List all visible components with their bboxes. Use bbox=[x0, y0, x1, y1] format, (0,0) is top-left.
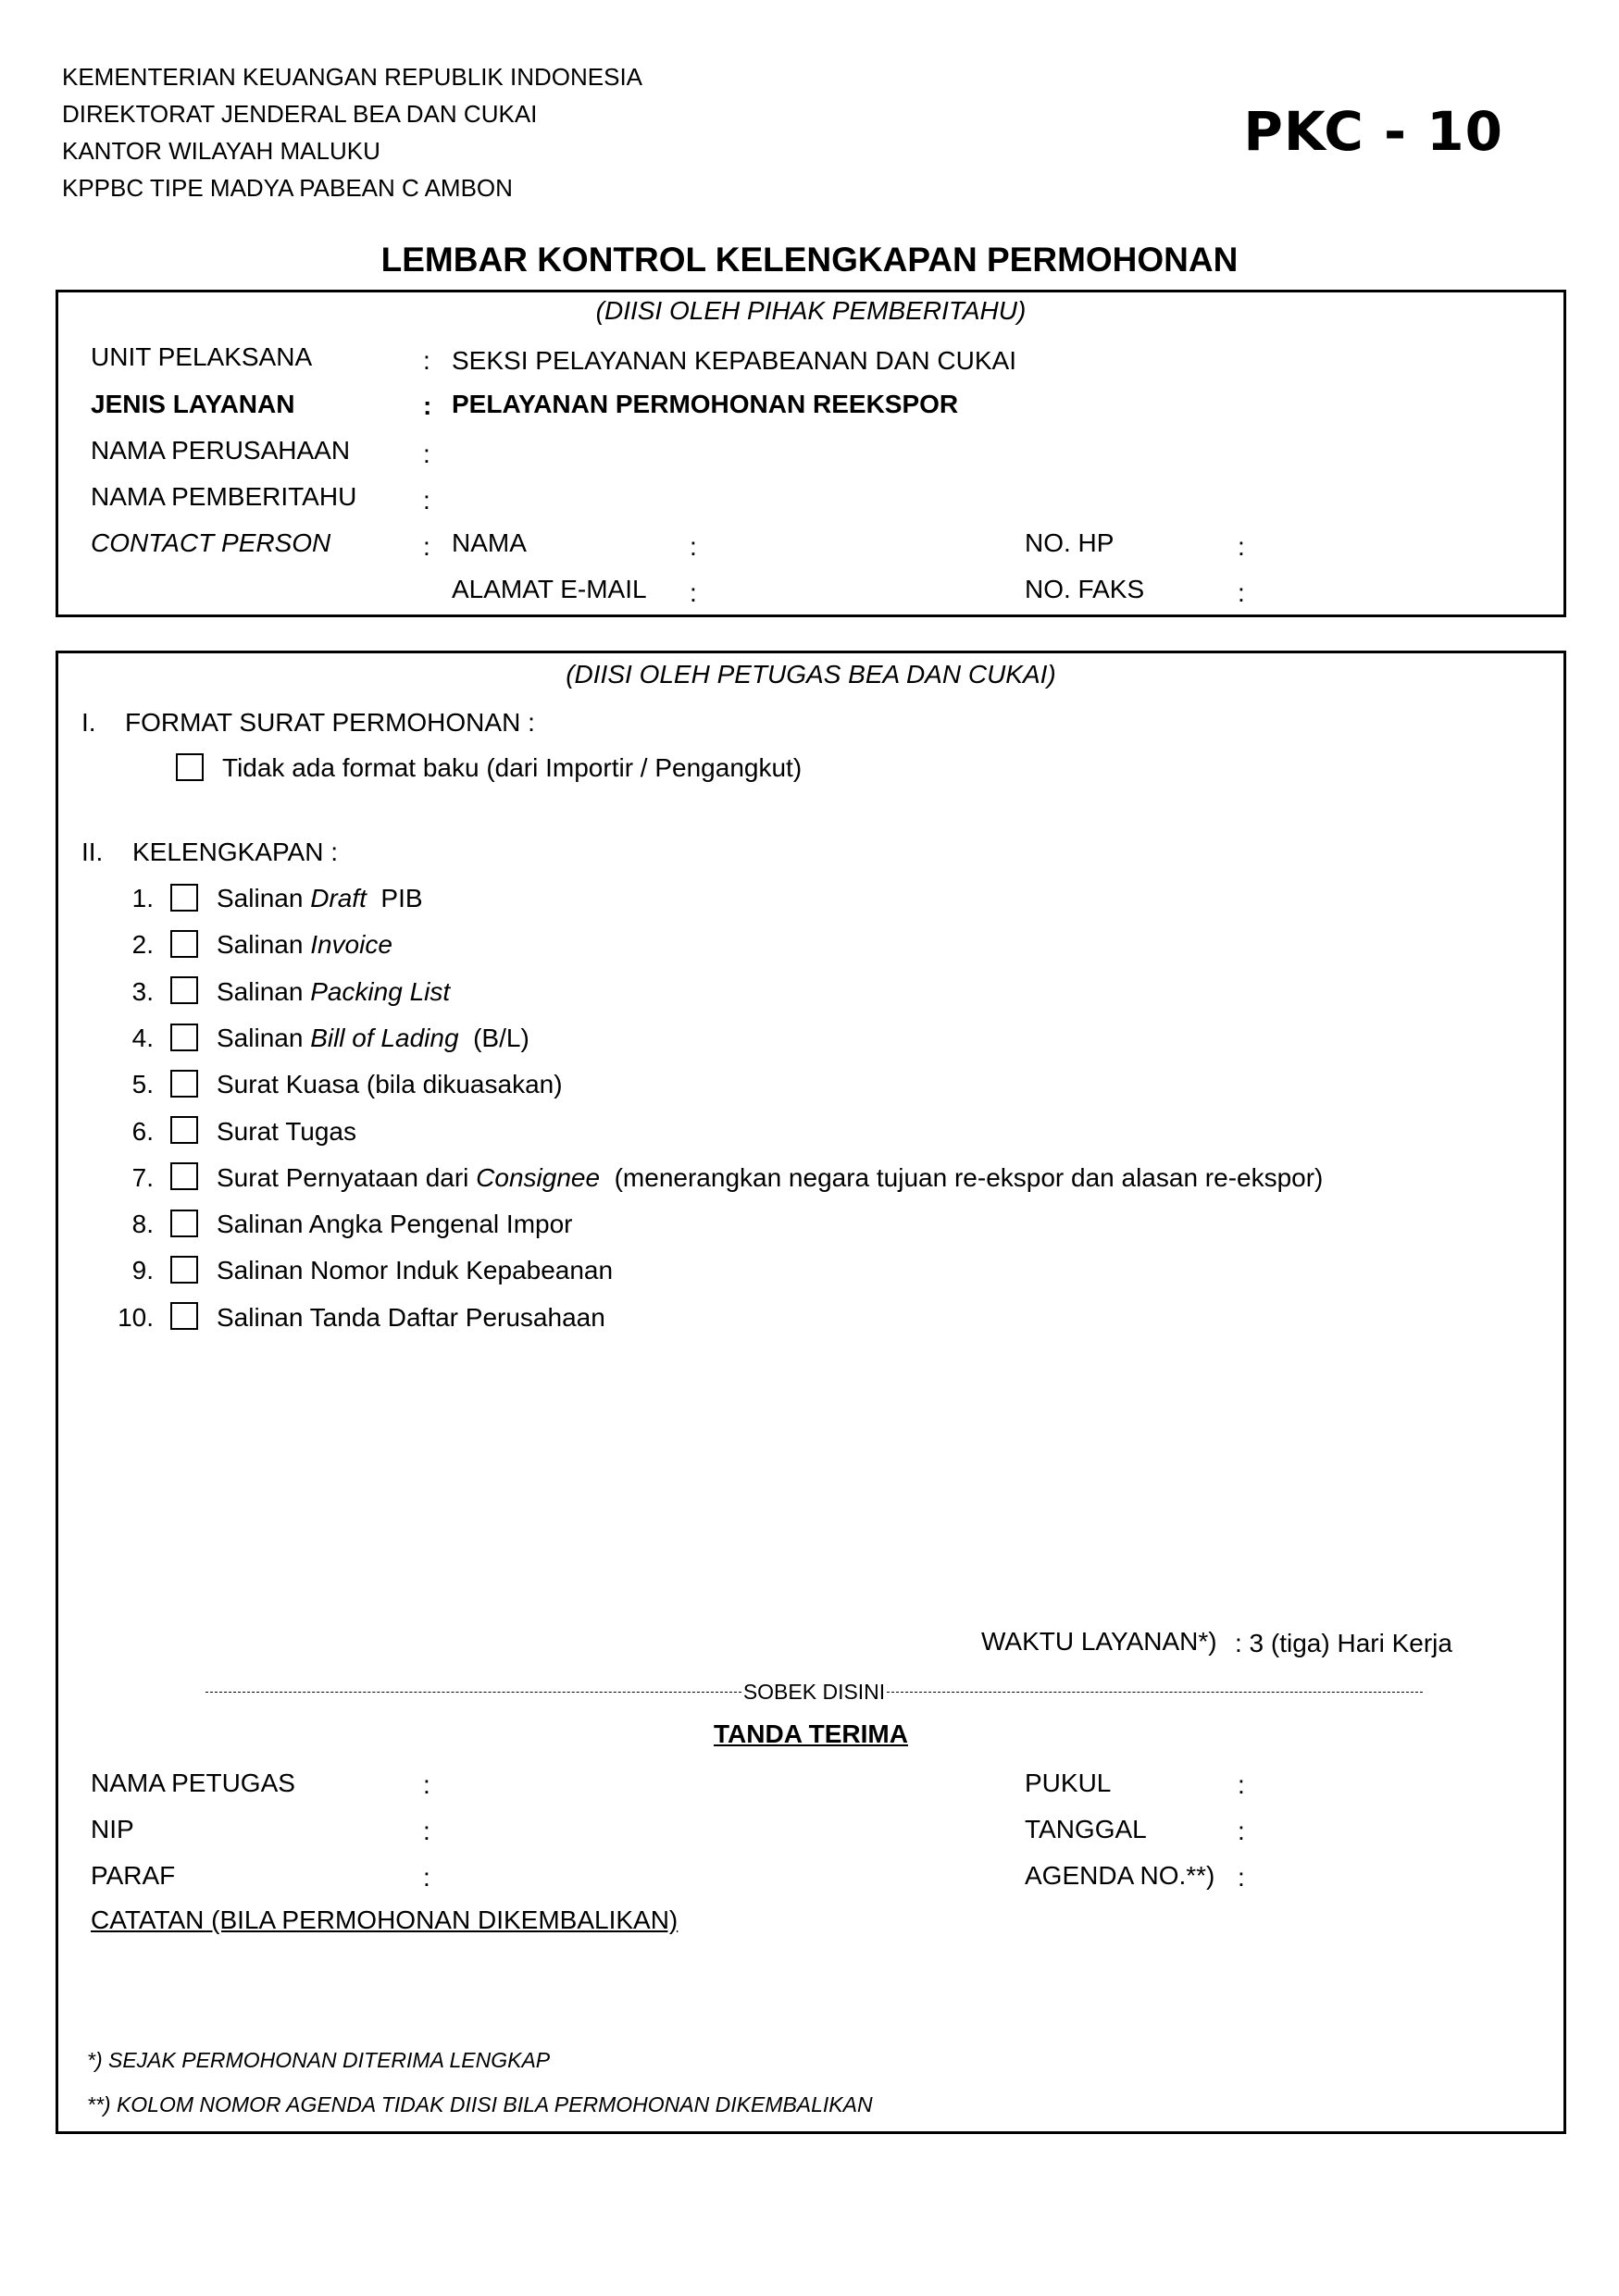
hp-colon: : bbox=[1238, 532, 1245, 561]
checklist-item bbox=[109, 1022, 529, 1055]
checklist-item bbox=[109, 928, 392, 962]
perusahaan-field[interactable] bbox=[454, 429, 1537, 466]
jenis-value: PELAYANAN PERMOHONAN REEKSPOR bbox=[452, 390, 959, 418]
checklist-item-label bbox=[217, 1303, 605, 1332]
checklist-item-number: 3. bbox=[131, 976, 154, 1006]
waktu-label: WAKTU LAYANAN*) bbox=[981, 1627, 1217, 1656]
officer-section-subtitle: (DIISI OLEH PETUGAS BEA DAN CUKAI) bbox=[566, 660, 1056, 689]
hp-field[interactable] bbox=[1259, 522, 1537, 559]
checklist-item-text: Salinan bbox=[217, 1023, 311, 1052]
checklist-item bbox=[109, 882, 423, 915]
nama-field[interactable] bbox=[713, 522, 990, 559]
checklist-item-text: Salinan bbox=[217, 976, 311, 1006]
unit-colon: : bbox=[423, 346, 430, 375]
email-colon: : bbox=[690, 578, 697, 607]
footnote-1: *) SEJAK PERMOHONAN DITERIMA LENGKAP bbox=[87, 2048, 551, 2072]
checklist-item-label bbox=[217, 1210, 573, 1238]
checklist-item-number: 10. bbox=[118, 1302, 154, 1332]
agenda-field[interactable] bbox=[1259, 1855, 1537, 1892]
nip-colon: : bbox=[423, 1817, 430, 1845]
agenda-label: AGENDA NO.**) bbox=[1025, 1861, 1215, 1890]
tanggal-field[interactable] bbox=[1259, 1808, 1537, 1845]
checklist-item-label bbox=[217, 1117, 356, 1146]
format-checkbox[interactable] bbox=[176, 753, 204, 781]
unit-value: SEKSI PELAYANAN KEPABEANAN DAN CUKAI bbox=[452, 346, 1016, 375]
checklist-item bbox=[109, 1115, 356, 1148]
nama-petugas-colon: : bbox=[423, 1770, 430, 1799]
checklist-item-suffix: (menerangkan negara tujuan re-ekspor dan alasan re-ekspor) bbox=[600, 1162, 1324, 1192]
checklist-checkbox[interactable] bbox=[170, 1302, 198, 1330]
tear-dash-right bbox=[887, 1692, 1423, 1693]
paraf-colon: : bbox=[423, 1863, 430, 1892]
pukul-field[interactable] bbox=[1259, 1762, 1537, 1799]
pemberitahu-field[interactable] bbox=[454, 476, 1537, 513]
catatan-heading: CATATAN (BILA PERMOHONAN DIKEMBALIKAN) bbox=[91, 1905, 679, 1934]
format-heading-number: I. bbox=[81, 708, 96, 737]
pemberitahu-colon: : bbox=[423, 486, 430, 515]
nip-field[interactable] bbox=[444, 1808, 963, 1845]
checklist-checkbox[interactable] bbox=[170, 930, 198, 958]
checklist-checkbox[interactable] bbox=[170, 1116, 198, 1144]
checklist-item-number: 9. bbox=[131, 1256, 154, 1285]
checklist-item-label bbox=[217, 977, 450, 1006]
checklist-item-number: 1. bbox=[131, 884, 154, 912]
checklist-item bbox=[109, 975, 450, 1009]
checklist-item-label bbox=[217, 1163, 1323, 1192]
checklist-item-label bbox=[217, 1070, 563, 1098]
checklist-checkbox[interactable] bbox=[170, 1210, 198, 1237]
checklist-item bbox=[109, 1301, 605, 1334]
checklist-item-italic-text: Consignee bbox=[476, 1162, 601, 1192]
pukul-label: PUKUL bbox=[1025, 1769, 1112, 1797]
checklist-item-text: Surat Pernyataan dari bbox=[217, 1162, 477, 1192]
checklist-checkbox[interactable] bbox=[170, 1256, 198, 1284]
jenis-colon: : bbox=[423, 391, 432, 420]
checklist-item-suffix: (B/L) bbox=[458, 1023, 529, 1052]
form-code: PKC - 10 bbox=[1243, 100, 1503, 163]
contact-colon: : bbox=[423, 532, 430, 561]
checklist-item-number: 7. bbox=[131, 1162, 154, 1192]
nip-label: NIP bbox=[91, 1815, 134, 1843]
nama-petugas-field[interactable] bbox=[444, 1762, 963, 1799]
unit-label: UNIT PELAKSANA bbox=[91, 342, 313, 371]
checklist-item-text: Surat Kuasa (bila dikuasakan) bbox=[217, 1070, 563, 1099]
pukul-colon: : bbox=[1238, 1770, 1245, 1799]
checklist-item-number: 6. bbox=[131, 1116, 154, 1146]
catatan-field[interactable] bbox=[91, 1943, 1535, 2027]
checklist-item-italic-text: Packing List bbox=[310, 976, 451, 1006]
checklist-item-italic-text: Bill of Lading bbox=[310, 1023, 459, 1052]
paraf-label: PARAF bbox=[91, 1861, 176, 1890]
checklist-item-text: Salinan Tanda Daftar Perusahaan bbox=[217, 1302, 605, 1332]
checklist-item-text: Salinan Nomor Induk Kepabeanan bbox=[217, 1256, 614, 1285]
format-heading: FORMAT SURAT PERMOHONAN : bbox=[125, 708, 535, 737]
checklist-item-text: Salinan bbox=[217, 884, 311, 912]
nama-petugas-label: NAMA PETUGAS bbox=[91, 1769, 295, 1797]
checklist-checkbox[interactable] bbox=[170, 976, 198, 1004]
checklist-item-label bbox=[217, 930, 392, 959]
checklist-item-text: Surat Tugas bbox=[217, 1116, 356, 1146]
checklist-item-label bbox=[217, 884, 423, 912]
tear-dash-left bbox=[205, 1692, 741, 1693]
checklist-item-number: 8. bbox=[131, 1210, 154, 1239]
paraf-field[interactable] bbox=[444, 1855, 963, 1892]
faks-label: NO. FAKS bbox=[1025, 575, 1145, 603]
checklist-item-number: 4. bbox=[131, 1023, 154, 1052]
checklist-item-number: 5. bbox=[131, 1070, 154, 1099]
tear-line bbox=[205, 1675, 1423, 1708]
ministry-line: KEMENTERIAN KEUANGAN REPUBLIK INDONESIA bbox=[62, 63, 643, 91]
hp-label: NO. HP bbox=[1025, 528, 1115, 557]
checklist-item-italic-text: Invoice bbox=[310, 930, 392, 960]
agenda-colon: : bbox=[1238, 1863, 1245, 1892]
checklist-item bbox=[109, 1208, 573, 1241]
applicant-section-subtitle: (DIISI OLEH PIHAK PEMBERITAHU) bbox=[595, 296, 1027, 325]
email-label: ALAMAT E-MAIL bbox=[452, 575, 647, 603]
nama-colon: : bbox=[690, 532, 697, 561]
pemberitahu-label: NAMA PEMBERITAHU bbox=[91, 482, 357, 511]
page-title: LEMBAR KONTROL KELENGKAPAN PERMOHONAN bbox=[380, 241, 1239, 279]
contact-label: CONTACT PERSON bbox=[91, 528, 331, 557]
perusahaan-colon: : bbox=[423, 440, 430, 468]
checklist-checkbox[interactable] bbox=[170, 1070, 198, 1098]
checklist-item-text: Salinan bbox=[217, 930, 311, 960]
checklist-item bbox=[109, 1161, 1323, 1195]
checklist-item-suffix: PIB bbox=[366, 884, 423, 912]
checklist-item-label bbox=[217, 1024, 529, 1052]
nama-label: NAMA bbox=[452, 528, 527, 557]
waktu-value: : 3 (tiga) Hari Kerja bbox=[1235, 1629, 1452, 1657]
tanggal-colon: : bbox=[1238, 1817, 1245, 1845]
checklist-item-number: 2. bbox=[131, 930, 154, 960]
checklist-checkbox[interactable] bbox=[170, 884, 198, 912]
format-option-label: Tidak ada format baku (dari Importir / Pengangkut) bbox=[222, 753, 803, 782]
footnote-2: **) KOLOM NOMOR AGENDA TIDAK DIISI BILA PERMOHONAN DIKEMBALIKAN bbox=[87, 2092, 873, 2116]
jenis-label: JENIS LAYANAN bbox=[91, 390, 295, 418]
directorate-line: DIREKTORAT JENDERAL BEA DAN CUKAI bbox=[62, 100, 538, 128]
format-option bbox=[176, 751, 802, 785]
tanggal-label: TANGGAL bbox=[1025, 1815, 1147, 1843]
tear-label: SOBEK DISINI bbox=[742, 1680, 886, 1704]
kelengkapan-heading: KELENGKAPAN : bbox=[132, 838, 339, 866]
kppbc-line: KPPBC TIPE MADYA PABEAN C AMBON bbox=[62, 174, 513, 202]
kelengkapan-heading-number: II. bbox=[81, 838, 104, 866]
checklist-checkbox[interactable] bbox=[170, 1162, 198, 1190]
receipt-heading: TANDA TERIMA bbox=[714, 1719, 908, 1748]
checklist-item-text: Salinan Angka Pengenal Impor bbox=[217, 1210, 573, 1239]
email-field[interactable] bbox=[713, 568, 990, 605]
perusahaan-label: NAMA PERUSAHAAN bbox=[91, 436, 351, 465]
checklist-item-italic-text: Draft bbox=[310, 884, 367, 912]
checklist-checkbox[interactable] bbox=[170, 1024, 198, 1051]
regional-office-line: KANTOR WILAYAH MALUKU bbox=[62, 137, 380, 165]
faks-field[interactable] bbox=[1259, 568, 1537, 605]
faks-colon: : bbox=[1238, 578, 1245, 607]
checklist-item bbox=[109, 1254, 613, 1287]
checklist-item-label bbox=[217, 1256, 613, 1285]
checklist-item bbox=[109, 1068, 563, 1101]
